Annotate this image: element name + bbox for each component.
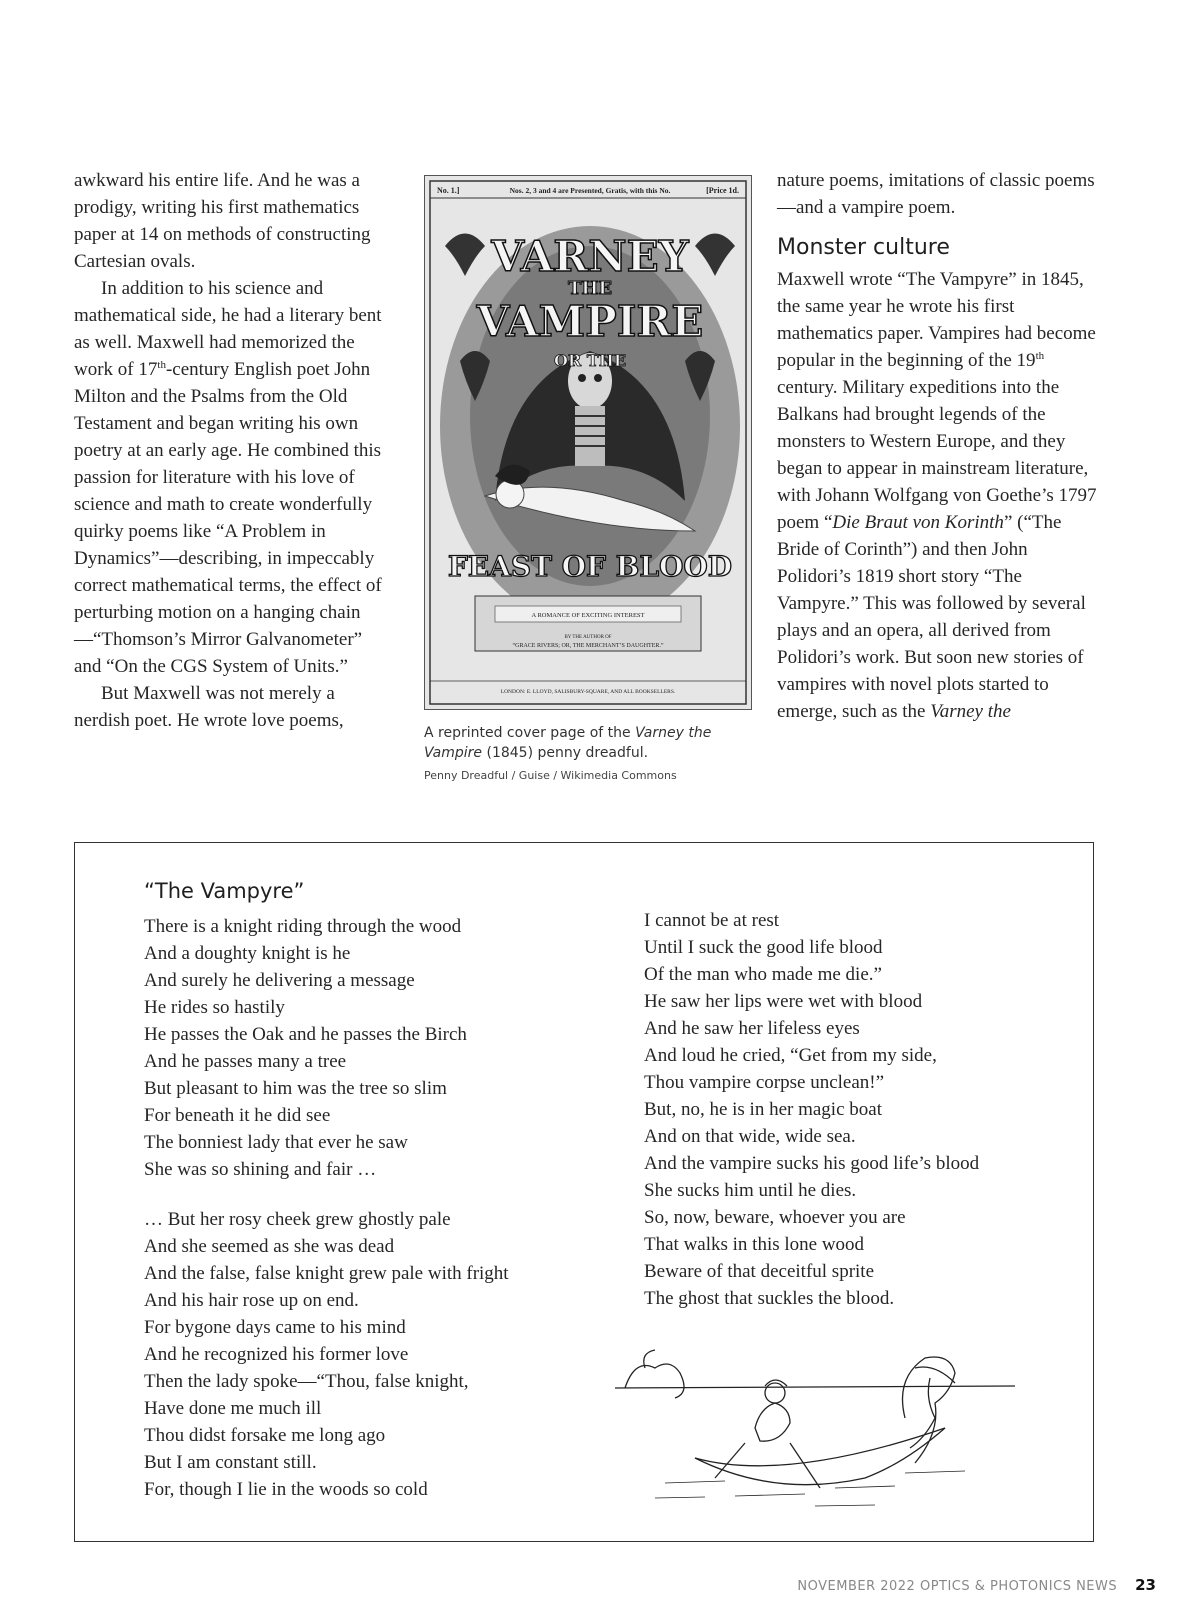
poem-line: Thou didst forsake me long ago (144, 1425, 386, 1446)
page-footer (797, 1576, 1156, 1594)
left-paragraph-1: awkward his entire life. And he was a prodigy, writing his first mathematics paper at 14 on methods of constructing Cartesian ovals. (74, 170, 371, 272)
poem-line: For beneath it he did see (144, 1105, 331, 1126)
poem-stanza-3 (644, 907, 979, 1312)
poem-line: For bygone days came to his mind (144, 1317, 406, 1338)
boat-sketch-illustration (605, 1348, 1025, 1513)
poem-line: There is a knight riding through the wood (144, 916, 462, 937)
poem-line: And she seemed as she was dead (144, 1236, 395, 1257)
page-number: 23 (1135, 1576, 1156, 1594)
cover-title-varney: VARNEY (491, 232, 689, 281)
poem-line: He passes the Oak and he passes the Birch (144, 1024, 467, 1045)
poem-line: And loud he cried, “Get from my side, (644, 1045, 937, 1066)
left-paragraph-2-a: In addition to his science and mathematical side, he had a literary bent as well. Maxwell had memorized the work of 17 (74, 278, 382, 380)
superscript-th: th (157, 359, 166, 371)
cover-title-the: THE (567, 278, 613, 299)
poem-line: But pleasant to him was the tree so slim (144, 1078, 447, 1099)
poem-line: Of the man who made me die.” (644, 964, 882, 985)
poem-stanza-2 (144, 1206, 509, 1503)
poem-line: And he saw her lifeless eyes (644, 1018, 860, 1039)
cover-issue-number: No. 1.] (437, 186, 460, 195)
right-paragraph-1: nature poems, imitations of classic poems—and a vampire poem. (777, 170, 1095, 218)
cover-byline-title: “GRACE RIVERS; OR, THE MERCHANT’S DAUGHTER.” (512, 643, 664, 649)
left-paragraph-3: But Maxwell was not merely a nerdish poet. He wrote love poems, (74, 683, 344, 731)
left-paragraph-2-b: -century English poet John Milton and the Psalms from the Old Testament and began writing his own poetry at an early age. He combined this passion for literature with his love of science and math to create wonderfully quirky poems like “A Problem in Dynamics”—describing, in impeccably correct mathematical terms, the effect of perturbing motion on a hanging chain—“Thomson’s Mirror Galvanometer” and “On the CGS System of Units.” (74, 359, 382, 677)
poem-line: But, no, he is in her magic boat (644, 1099, 882, 1120)
poem-line: … But her rosy cheek grew ghostly pale (144, 1209, 451, 1230)
image-credit: Penny Dreadful / Guise / Wikimedia Commons (424, 769, 677, 782)
caption-text-italic: Varney the Vampire (424, 725, 712, 761)
cover-title-feast-of-blood: FEAST OF BLOOD (447, 550, 733, 583)
cover-price: [Price 1d. (706, 186, 739, 195)
right-italic-title-1: Die Braut von Korinth (832, 512, 1004, 533)
poem-line: The ghost that suckles the blood. (644, 1288, 895, 1309)
superscript-th-right: th (1035, 350, 1045, 362)
left-paragraph-2 (74, 275, 394, 680)
cover-title-or-the: OR THE (553, 351, 627, 370)
poem-line: And his hair rose up on end. (144, 1290, 359, 1311)
poem-sidebar-box (74, 842, 1094, 1542)
cover-subtitle: A ROMANCE OF EXCITING INTEREST (531, 612, 645, 619)
cover-gratis-note: Nos. 2, 3 and 4 are Presented, Gratis, with this No. (509, 186, 671, 195)
poem-line: But I am constant still. (144, 1452, 317, 1473)
poem-line: Until I suck the good life blood (644, 937, 883, 958)
poem-line: And on that wide, wide sea. (644, 1126, 856, 1147)
right-paragraph-2-a: Maxwell wrote “The Vampyre” in 1845, the same year he wrote his first mathematics paper. Vampires had become popular in the beginning of the 19 (777, 269, 1096, 371)
poem-line: And the vampire sucks his good life’s blood (644, 1153, 980, 1174)
caption-text (424, 723, 744, 763)
right-column (777, 167, 1097, 725)
poem-line: And surely he delivering a message (144, 970, 415, 991)
poem-line: She was so shining and fair … (144, 1159, 377, 1180)
poem-line: She sucks him until he dies. (644, 1180, 857, 1201)
caption-text-a: A reprinted cover page of the (424, 725, 636, 741)
poem-line: And he recognized his former love (144, 1344, 409, 1365)
right-italic-title-2: Varney the (930, 701, 1011, 722)
poem-line: Have done me much ill (144, 1398, 322, 1419)
poem-line: And he passes many a tree (144, 1051, 347, 1072)
poem-line: He rides so hastily (144, 997, 285, 1018)
cover-illustration (425, 176, 751, 709)
cover-publisher: LONDON: E. LLOYD, SALISBURY-SQUARE, AND ALL BOOKSELLERS. (500, 689, 676, 695)
poem-line: And a doughty knight is he (144, 943, 351, 964)
poem-line: And the false, false knight grew pale with fright (144, 1263, 509, 1284)
section-heading: Monster culture (777, 235, 950, 260)
poem-line: So, now, beware, whoever you are (644, 1207, 906, 1228)
right-paragraph-2-c: ” (“The Bride of Corinth”) and then John Polidori’s 1819 short story “The Vampyre.” This was followed by several plays and an opera, all derived from Polidori’s work. But soon new stories of vampires with novel plots started to emerge, such as the (777, 512, 1086, 722)
poem-line: For, though I lie in the woods so cold (144, 1479, 428, 1500)
poem-line: He saw her lips were wet with blood (644, 991, 923, 1012)
cover-title-vampire: VAMPIRE (476, 297, 704, 346)
poem-line: Beware of that deceitful sprite (644, 1261, 875, 1282)
figure-caption (424, 723, 744, 783)
poem-line: Then the lady spoke—“Thou, false knight, (144, 1371, 469, 1392)
right-paragraph-2-b: century. Military expeditions into the Balkans had brought legends of the monsters to Western Europe, and they began to appear in mainstream literature, with Johann Wolfgang von Goethe’s 1797 poem “ (777, 377, 1097, 533)
varney-cover-image (424, 175, 752, 710)
poem-line: I cannot be at rest (644, 910, 780, 931)
footer-publication: NOVEMBER 2022 OPTICS & PHOTONICS NEWS (797, 1579, 1118, 1594)
left-column (74, 167, 394, 734)
right-paragraph-2 (777, 266, 1097, 725)
caption-text-b: (1845) penny dreadful. (482, 745, 649, 761)
poem-line: Thou vampire corpse unclean!” (644, 1072, 885, 1093)
poem-title: “The Vampyre” (144, 879, 305, 903)
poem-line: That walks in this lone wood (644, 1234, 865, 1255)
poem-stanza-1 (144, 913, 467, 1183)
poem-line: The bonniest lady that ever he saw (144, 1132, 408, 1153)
cover-byline: BY THE AUTHOR OF (564, 635, 612, 640)
